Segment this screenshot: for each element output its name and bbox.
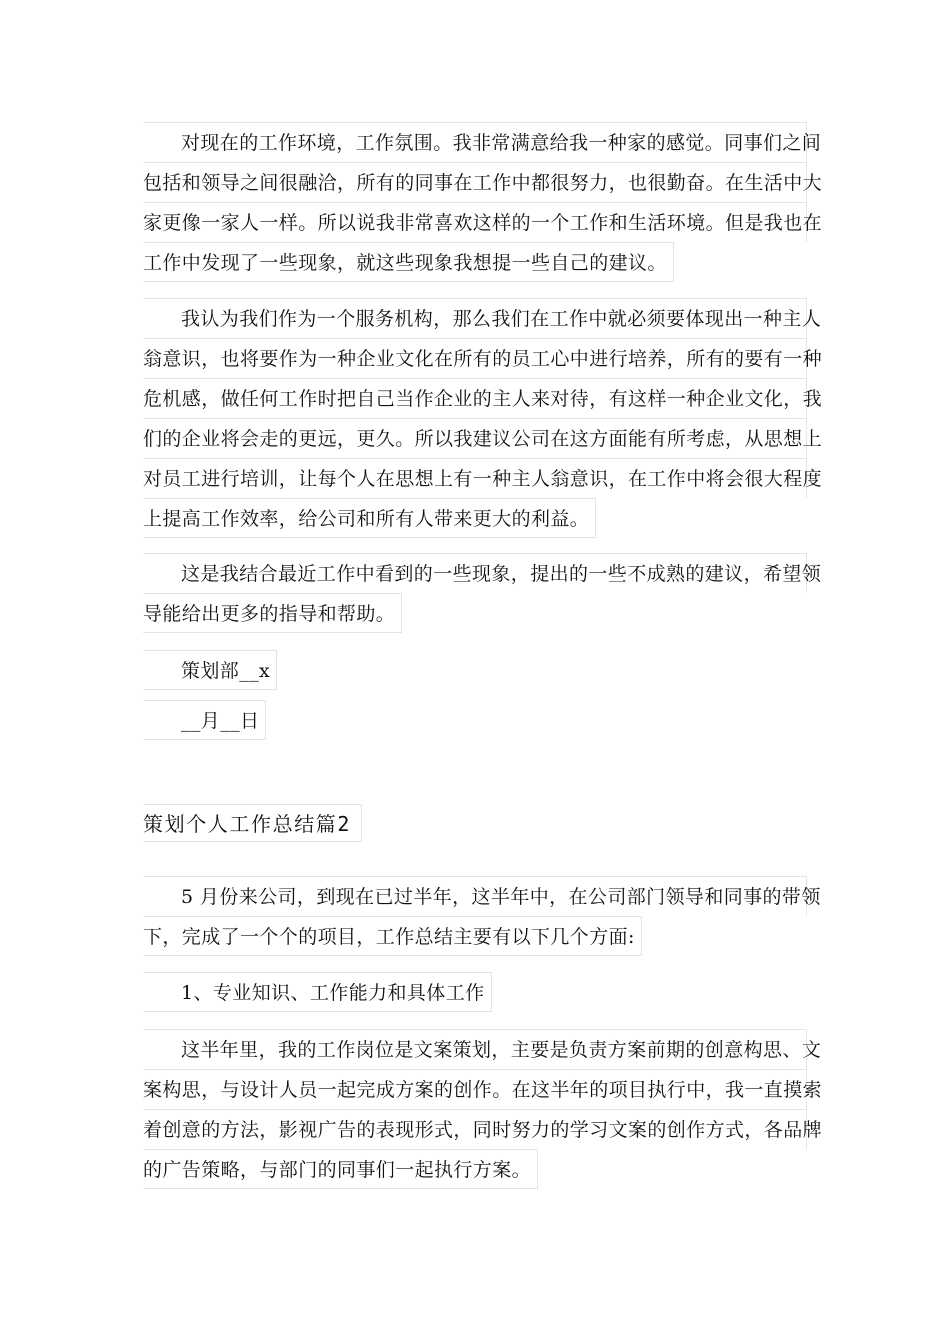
text-line: 下，完成了一个个的项目，工作总结主要有以下几个方面:: [143, 916, 642, 956]
date-line: __月__日: [143, 700, 266, 740]
text-line: 我认为我们作为一个服务机构，那么我们在工作中就必须要体现出一种主人: [143, 298, 807, 338]
text-line: 对员工进行培训，让每个人在思想上有一种主人翁意识，在工作中将会很大程度: [143, 458, 807, 498]
section-heading: 策划个人工作总结篇2: [143, 804, 362, 842]
text-line: 导能给出更多的指导和帮助。: [143, 593, 402, 633]
text-line: 家更像一家人一样。所以说我非常喜欢这样的一个工作和生活环境。但是我也在: [143, 202, 807, 242]
text-line: 这半年里，我的工作岗位是文案策划，主要是负责方案前期的创意构思、文: [143, 1029, 807, 1069]
department-line: 策划部__x: [143, 650, 277, 690]
text-line: 包括和领导之间很融洽，所有的同事在工作中都很努力，也很勤奋。在生活中大: [143, 162, 807, 202]
paragraph-intro: [143, 876, 821, 956]
subheading-block: [143, 972, 807, 1012]
text-line: 上提高工作效率，给公司和所有人带来更大的利益。: [143, 498, 596, 538]
text-line: 对现在的工作环境，工作氛围。我非常满意给我一种家的感觉。同事们之间: [143, 122, 807, 162]
subheading: 1、专业知识、工作能力和具体工作: [143, 972, 492, 1012]
text-line: 危机感，做任何工作时把自己当作企业的主人来对待，有这样一种企业文化，我: [143, 378, 807, 418]
text-line: 的广告策略，与部门的同事们一起执行方案。: [143, 1149, 538, 1189]
text-line: 着创意的方法，影视广告的表现形式，同时努力的学习文案的创作方式，各品牌: [143, 1109, 807, 1149]
paragraph-ownership-suggestion: [143, 298, 823, 538]
paragraph-job-description: [143, 1029, 823, 1189]
text-line: 案构思，与设计人员一起完成方案的创作。在这半年的项目执行中，我一直摸索: [143, 1069, 807, 1109]
signature-department: [143, 650, 807, 690]
text-line: 工作中发现了一些现象，就这些现象我想提一些自己的建议。: [143, 242, 674, 282]
text-line: 这是我结合最近工作中看到的一些现象，提出的一些不成熟的建议，希望领: [143, 553, 807, 593]
text-line: 们的企业将会走的更远，更久。所以我建议公司在这方面能有所考虑，从思想上: [143, 418, 807, 458]
text-line: 翁意识，也将要作为一种企业文化在所有的员工心中进行培养，所有的要有一种: [143, 338, 807, 378]
signature-date: [143, 700, 807, 740]
paragraph-closing-remark: [143, 553, 822, 633]
text-line: 5 月份来公司，到现在已过半年，这半年中，在公司部门领导和同事的带领: [143, 876, 807, 916]
paragraph-work-environment: [143, 122, 823, 282]
